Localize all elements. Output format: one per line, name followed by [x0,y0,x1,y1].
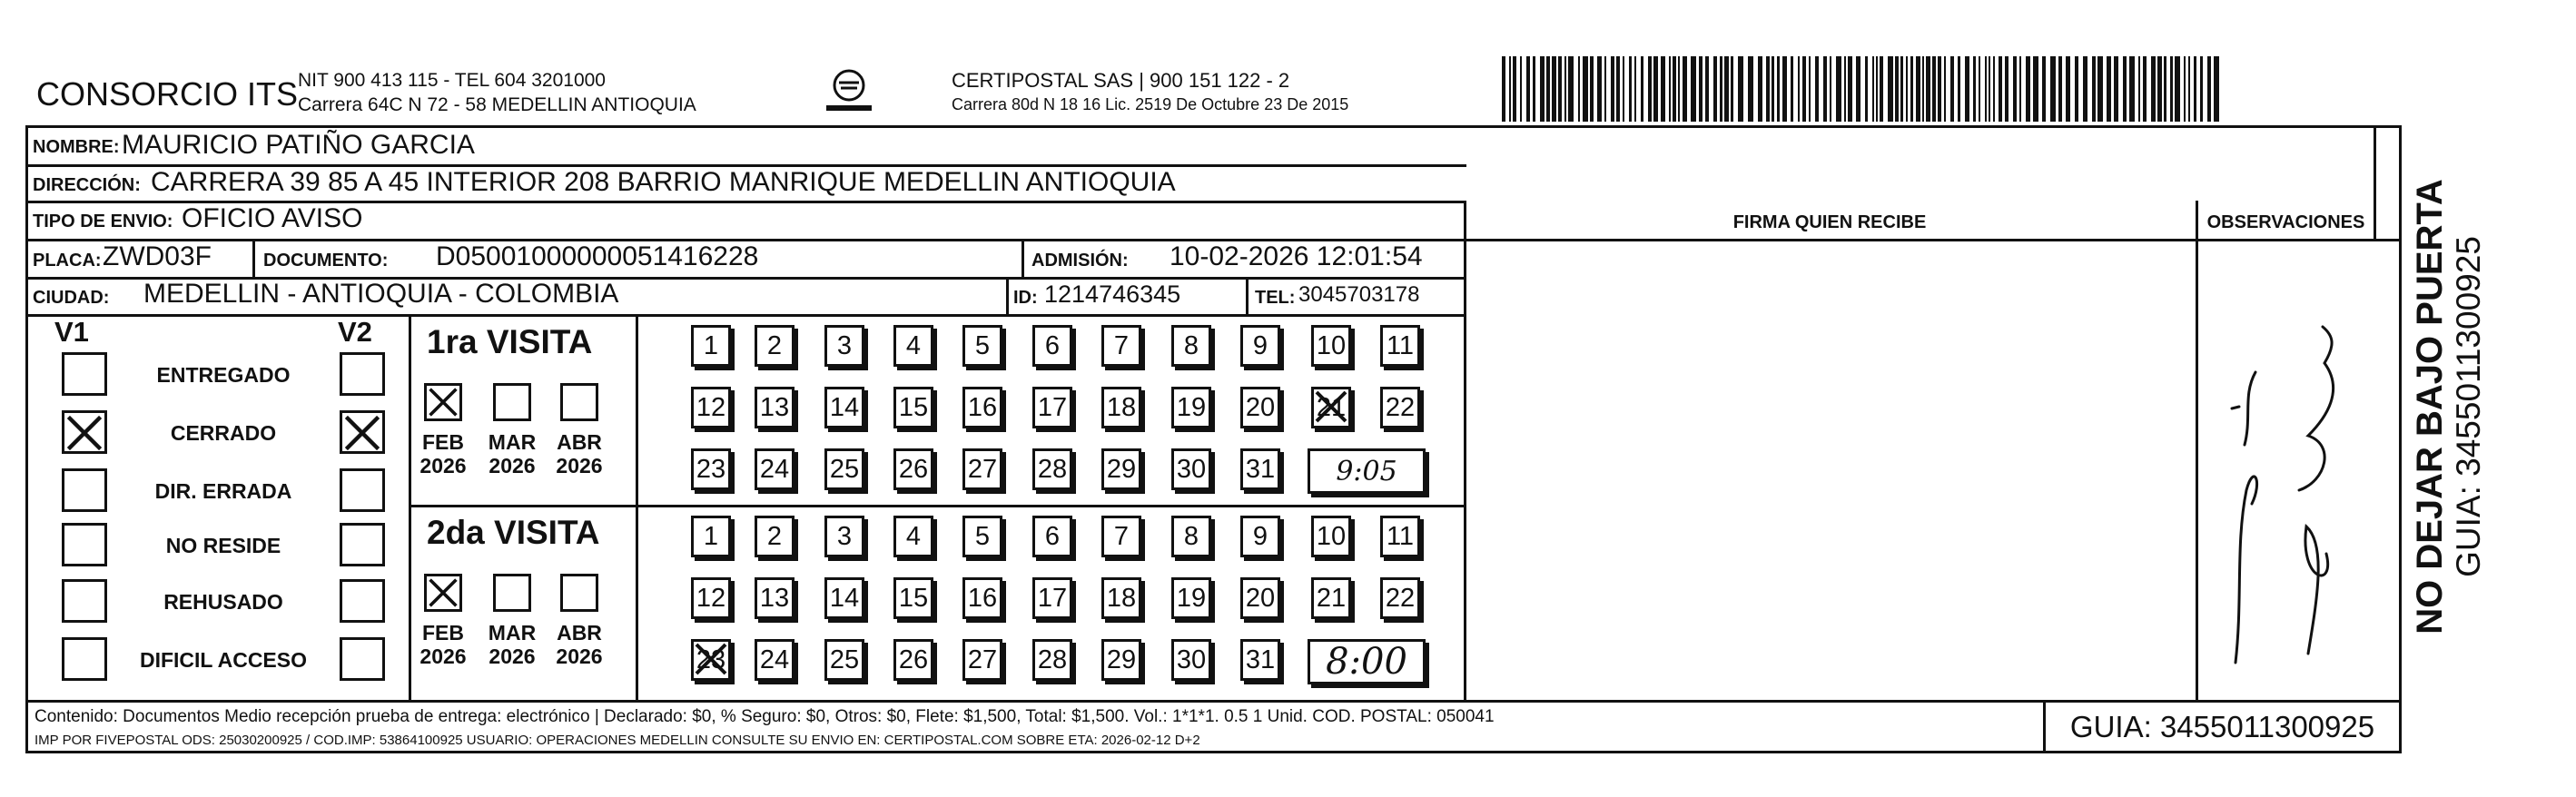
day-cell-14[interactable]: 14 [824,577,864,619]
barcode-bar [1836,56,1841,122]
day-cell-11[interactable]: 11 [1380,325,1420,367]
barcode-bar [1815,56,1819,122]
barcode-bar [1731,56,1733,122]
barcode-bar [2107,56,2111,122]
status-label: DIR. ERRADA [154,479,292,503]
barcode-bar [1958,56,1960,122]
day-cell-2[interactable]: 2 [755,516,795,557]
day-cell-7[interactable]: 7 [1101,516,1141,557]
day-cell-8[interactable]: 8 [1171,516,1211,557]
v1-label: V1 [54,316,89,348]
barcode-bar [1938,56,1941,122]
day-cell-21[interactable]: 21 [1311,387,1351,428]
barcode-bar [1502,56,1505,122]
barcode-bar [1634,56,1636,122]
barcode-bar [2157,56,2162,122]
id-label: ID: [1013,288,1038,308]
day-cell-15[interactable]: 15 [893,577,933,619]
day-cell-26[interactable]: 26 [893,448,933,490]
day-cell-10[interactable]: 10 [1311,325,1351,367]
barcode-bar [1623,56,1624,122]
barcode-bar [1604,56,1606,122]
barcode-bar [2097,56,2103,122]
month-label [411,430,475,478]
barcode-bar [1673,56,1676,122]
barcode-bar [2050,56,2056,122]
day-cell-14[interactable]: 14 [824,387,864,428]
id-value: 1214746345 [1044,280,1181,308]
status-label: REHUSADO [163,590,283,614]
barcode-bar [2184,56,2186,122]
tel-value: 3045703178 [1298,282,1420,307]
barcode-bar [1944,56,1946,122]
day-cell-18[interactable]: 18 [1101,577,1141,619]
month-checkbox-feb[interactable] [424,383,462,421]
barcode-bar [2075,56,2078,122]
day-cell-28[interactable]: 28 [1032,639,1072,681]
barcode-bar [1669,56,1671,122]
status-label: CERRADO [170,421,277,445]
day-cell-25[interactable]: 25 [824,448,864,490]
day-cell-19[interactable]: 19 [1171,577,1211,619]
barcode-bar [1583,56,1588,122]
barcode-bar [1509,56,1511,122]
barcode-bar [2170,56,2173,122]
barcode-bar [1590,56,1594,122]
barcode-bar [1916,56,1920,122]
day-cell-5[interactable]: 5 [962,516,1002,557]
barcode-bar [2164,56,2166,122]
day-cell-22[interactable]: 22 [1380,387,1420,428]
day-cell-1[interactable]: 1 [691,325,731,367]
barcode-bar [1880,56,1883,122]
day-cell-12[interactable]: 12 [691,577,731,619]
barcode-bar [1691,56,1696,122]
barcode-bar [2114,56,2118,122]
barcode-bar [1922,56,1924,122]
day-cell-2[interactable]: 2 [755,325,795,367]
visit-time[interactable]: 8:00 [1308,639,1426,684]
documento-label: DOCUMENTO: [263,251,389,271]
day-cell-12[interactable]: 12 [691,387,731,428]
day-cell-24[interactable]: 24 [755,639,795,681]
documento-value: D05001000000051416228 [436,241,759,271]
barcode-bar [1830,56,1831,122]
status-label: NO RESIDE [165,534,281,557]
v1-checkbox-6[interactable] [62,637,107,681]
status-label: DIFICIL ACCESO [139,648,307,672]
barcode-bar [1648,56,1652,122]
placa-value: ZWD03F [103,241,212,271]
barcode-bar [1552,56,1556,122]
barcode-bar [1856,56,1860,122]
v2-checkbox-1[interactable] [340,352,385,396]
day-cell-6[interactable]: 6 [1032,325,1072,367]
company-name: CONSORCIO ITS [36,75,299,113]
barcode-bar [2066,56,2070,122]
month-name: ABR [557,430,602,454]
day-cell-10[interactable]: 10 [1311,516,1351,557]
day-cell-25[interactable]: 25 [824,639,864,681]
barcode-bar [1823,56,1827,122]
barcode-bar [1738,56,1743,122]
day-cell-20[interactable]: 20 [1240,577,1280,619]
barcode-bar [1748,56,1753,122]
month-year: 2026 [419,454,467,478]
day-cell-8[interactable]: 8 [1171,325,1211,367]
barcode-bar [1865,56,1868,122]
barcode-bar [2151,56,2156,122]
day-cell-22[interactable]: 22 [1380,577,1420,619]
barcode-bar [2175,56,2180,122]
barcode-bar [1540,56,1545,122]
barcode-bar [2138,56,2140,122]
barcode-bar [1526,56,1530,122]
month-label [548,621,611,669]
barcode-bar [2033,56,2038,122]
day-cell-11[interactable]: 11 [1380,516,1420,557]
day-cell-21[interactable]: 21 [1311,577,1351,619]
company-info-line1: NIT 900 413 115 - TEL 604 3201000 [298,70,606,91]
admision-value: 10-02-2026 12:01:54 [1170,241,1423,271]
firma-label: FIRMA QUIEN RECIBE [1732,212,1927,232]
month-name: MAR [488,621,537,644]
barcode-bar [2194,56,2196,122]
barcode-bar [1979,56,1980,122]
direccion-value: CARRERA 39 85 A 45 INTERIOR 208 BARRIO MANRIQUE MEDELLIN ANTIOQUIA [151,167,1176,197]
barcode-bar [1758,56,1762,122]
ciudad-value: MEDELLIN - ANTIOQUIA - COLOMBIA [143,279,619,309]
barcode-bar [1713,56,1717,122]
side-text [2404,153,2504,661]
barcode-bar [1772,56,1774,122]
barcode-bar [2019,56,2021,122]
barcode-bar [2026,56,2030,122]
day-cell-27[interactable]: 27 [962,639,1002,681]
barcode-bar [1641,56,1643,122]
day-cell-1[interactable]: 1 [691,516,731,557]
v2-checkbox-5[interactable] [340,579,385,623]
day-cell-5[interactable]: 5 [962,325,1002,367]
day-cell-31[interactable]: 31 [1240,639,1280,681]
barcode-bar [1597,56,1602,122]
day-cell-4[interactable]: 4 [893,516,933,557]
day-cell-23[interactable]: 23 [691,448,731,490]
observaciones-label: OBSERVACIONES [2206,212,2365,232]
barcode-bar [1950,56,1954,122]
barcode-bar [1558,56,1562,122]
tipo-envio-label: TIPO DE ENVIO: [33,212,173,231]
month-checkbox-feb[interactable] [424,574,462,612]
month-name: MAR [488,430,537,454]
barcode [1498,56,2225,122]
barcode-bar [1724,56,1729,122]
day-cell-20[interactable]: 20 [1240,387,1280,428]
barcode-bar [1895,56,1899,122]
month-label [411,621,475,669]
barcode-bar [1989,56,1990,122]
v2-label: V2 [338,316,372,348]
day-cell-9[interactable]: 9 [1240,516,1280,557]
barcode-bar [1876,56,1878,122]
observaciones-handwriting [2199,309,2372,672]
month-year: 2026 [419,644,467,669]
month-year: 2026 [556,644,603,669]
v2-checkbox-3[interactable] [340,468,385,512]
barcode-bar [1777,56,1780,122]
day-cell-23[interactable]: 23 [691,639,731,681]
barcode-bar [1798,56,1800,122]
day-cell-16[interactable]: 16 [962,577,1002,619]
v1-checkbox-4[interactable] [62,523,107,566]
barcode-bar [1872,56,1874,122]
barcode-bar [1973,56,1976,122]
side-guia: GUIA: 3455011300925 [2450,236,2487,577]
v1-checkbox-5[interactable] [62,579,107,623]
v2-checkbox-6[interactable] [340,637,385,681]
v1-checkbox-1[interactable] [62,352,107,396]
barcode-bar [1844,56,1846,122]
barcode-bar [1520,56,1522,122]
barcode-bar [1533,56,1535,122]
barcode-bar [1699,56,1703,122]
barcode-bar [2188,56,2190,122]
barcode-bar [2214,56,2219,122]
barcode-bar [1568,56,1574,122]
month-year: 2026 [556,454,603,478]
month-name: FEB [422,621,464,644]
barcode-bar [1683,56,1687,122]
barcode-bar [1926,56,1930,122]
month-label [480,621,544,669]
logo-caption: CERTIPOSTAL [831,107,869,113]
footer-imp: IMP POR FIVEPOSTAL ODS: 25030200925 / COD.IMP: 53864100925 USUARIO: OPERACIONES MEDELLIN CONSULTE SU ENVIO EN: CERTIPOSTAL.COM SOBRE ETA: 2026-02-12 D+2 [35,733,1200,748]
status-label: ENTREGADO [156,363,291,387]
day-cell-28[interactable]: 28 [1032,448,1072,490]
barcode-bar [1910,56,1913,122]
barcode-bar [2129,56,2135,122]
day-cell-29[interactable]: 29 [1101,448,1141,490]
barcode-bar [1809,56,1811,122]
day-cell-31[interactable]: 31 [1240,448,1280,490]
day-cell-30[interactable]: 30 [1171,448,1211,490]
tel-label: TEL: [1255,288,1296,308]
barcode-bar [1678,56,1680,122]
month-checkbox-abr[interactable] [560,574,598,612]
barcode-bar [1513,56,1516,122]
barcode-bar [1900,56,1903,122]
v1-checkbox-2[interactable] [62,410,107,454]
direccion-label: DIRECCIÓN: [33,175,141,195]
barcode-bar [1564,56,1566,122]
month-checkbox-mar[interactable] [493,383,531,421]
nombre-value: MAURICIO PATIÑO GARCIA [122,130,475,160]
barcode-bar [1782,56,1787,122]
visit-time[interactable]: 9:05 [1308,448,1426,494]
barcode-bar [1791,56,1793,122]
barcode-bar [1653,56,1658,122]
barcode-bar [2013,56,2017,122]
day-cell-18[interactable]: 18 [1101,387,1141,428]
day-cell-17[interactable]: 17 [1032,577,1072,619]
barcode-bar [1965,56,1969,122]
barcode-bar [1720,56,1722,122]
barcode-bar [2042,56,2046,122]
barcode-bar [1546,56,1550,122]
day-cell-17[interactable]: 17 [1032,387,1072,428]
day-cell-7[interactable]: 7 [1101,325,1141,367]
barcode-bar [1705,56,1709,122]
barcode-bar [1888,56,1893,122]
barcode-bar [1616,56,1620,122]
day-cell-9[interactable]: 9 [1240,325,1280,367]
v2-checkbox-2[interactable] [340,410,385,454]
barcode-bar [2200,56,2203,122]
v2-checkbox-4[interactable] [340,523,385,566]
barcode-bar [1848,56,1852,122]
visit-title: 1ra VISITA [427,323,593,360]
barcode-bar [1993,56,1995,122]
barcode-bar [1999,56,2002,122]
day-cell-4[interactable]: 4 [893,325,933,367]
barcode-bar [1906,56,1908,122]
barcode-bar [1985,56,1987,122]
month-label [548,430,611,478]
month-name: FEB [422,430,464,454]
day-cell-16[interactable]: 16 [962,387,1002,428]
day-cell-3[interactable]: 3 [824,325,864,367]
month-checkbox-mar[interactable] [493,574,531,612]
day-cell-24[interactable]: 24 [755,448,795,490]
carrier-info-line2: Carrera 80d N 18 16 Lic. 2519 De Octubre 23 De 2015 [952,95,1349,113]
barcode-bar [2143,56,2147,122]
barcode-bar [1766,56,1770,122]
barcode-bar [2083,56,2087,122]
barcode-bar [2123,56,2127,122]
v1-checkbox-3[interactable] [62,468,107,512]
day-cell-6[interactable]: 6 [1032,516,1072,557]
day-cell-19[interactable]: 19 [1171,387,1211,428]
barcode-bar [1629,56,1632,122]
day-cell-13[interactable]: 13 [755,387,795,428]
carrier-info-line1: CERTIPOSTAL SAS | 900 151 122 - 2 [952,69,1290,92]
barcode-bar [2092,56,2096,122]
barcode-bar [1611,56,1614,122]
barcode-bar [2207,56,2211,122]
company-info-line2: Carrera 64C N 72 - 58 MEDELLIN ANTIOQUIA [298,94,696,115]
barcode-bar [1578,56,1580,122]
month-year: 2026 [489,454,536,478]
day-cell-3[interactable]: 3 [824,516,864,557]
barcode-bar [1802,56,1806,122]
day-cell-29[interactable]: 29 [1101,639,1141,681]
day-cell-30[interactable]: 30 [1171,639,1211,681]
month-label [480,430,544,478]
day-cell-15[interactable]: 15 [893,387,933,428]
barcode-bar [1661,56,1665,122]
month-year: 2026 [489,644,536,669]
side-warning: NO DEJAR BAJO PUERTA [2410,179,2450,635]
month-checkbox-abr[interactable] [560,383,598,421]
visit-title: 2da VISITA [427,514,600,551]
admision-label: ADMISIÓN: [1031,251,1129,271]
day-cell-13[interactable]: 13 [755,577,795,619]
barcode-bar [2005,56,2008,122]
tipo-envio-value: OFICIO AVISO [182,203,363,233]
nombre-label: NOMBRE: [33,137,120,157]
ciudad-label: CIUDAD: [33,288,110,308]
placa-label: PLACA: [33,251,102,271]
month-name: ABR [557,621,602,644]
day-cell-27[interactable]: 27 [962,448,1002,490]
footer-guia: GUIA: 3455011300925 [2069,710,2375,743]
barcode-bar [1932,56,1936,122]
barcode-bar [2058,56,2062,122]
day-cell-26[interactable]: 26 [893,639,933,681]
footer-contenido: Contenido: Documentos Medio recepción prueba de entrega: electrónico | Declarado: $0, % Seguro: $0, Otros: $0, Flete: $1,500, Total: $1,500. Vol.: 1*1*1. 0.5 1 Unid. COD. POSTAL: 050041 [35,707,1495,726]
